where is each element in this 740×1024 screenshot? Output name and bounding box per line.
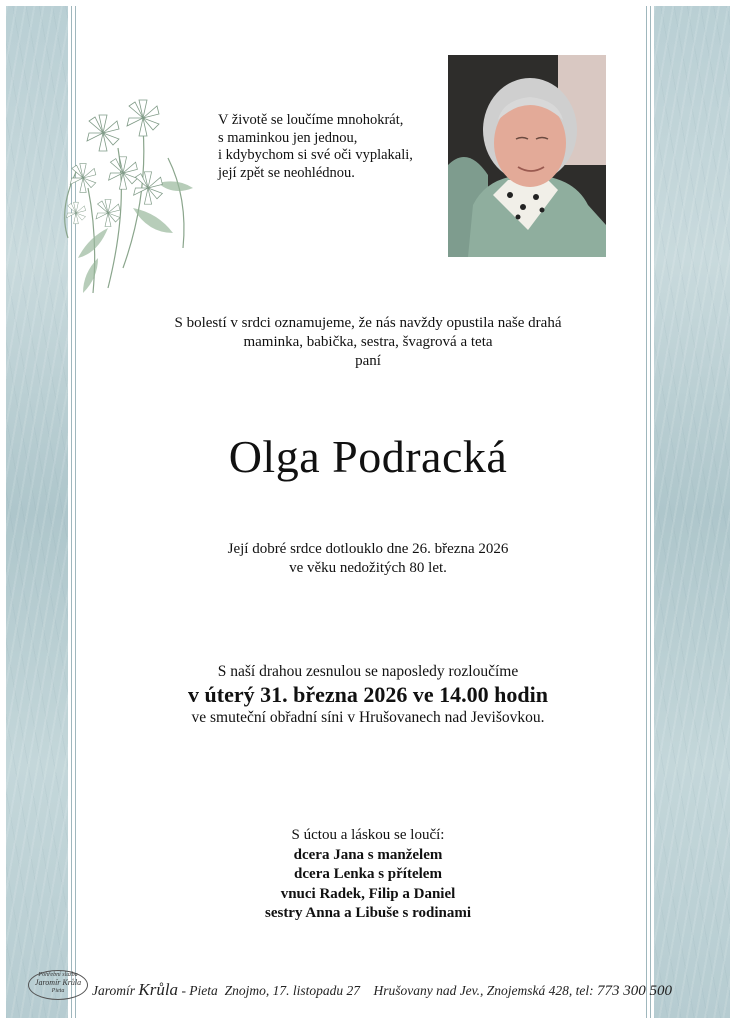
mourners-heading: S úctou a láskou se loučí:	[291, 827, 445, 843]
death-line: ve věku nedožitých 80 let.	[289, 560, 447, 576]
footer-address-znojmo: Znojmo, 17. listopadu 27	[224, 983, 360, 998]
footer-tel-label: tel:	[575, 983, 594, 998]
poem-line: její zpět se neohlédnou.	[218, 164, 355, 181]
poem-line: V životě se loučíme mnohokrát,	[218, 112, 404, 128]
footer-text	[92, 980, 672, 1000]
mourner-line: vnuci Radek, Filip a Daniel	[280, 885, 456, 902]
portrait-photo	[448, 55, 606, 257]
funeral-service-footer	[20, 970, 720, 1006]
footer-address-hrusovany: Hrušovany nad Jev., Znojemská 428,	[373, 983, 573, 998]
ceremony-location: ve smuteční obřadní síni v Hrušovanech nad Jevišovkou.	[191, 709, 545, 726]
footer-brand: Krůla	[138, 980, 179, 999]
mourner-line: dcera Lenka s přítelem	[294, 866, 442, 882]
death-info	[80, 540, 656, 578]
stamp-name: Jaromír Krůla	[34, 978, 82, 987]
mourners-list	[80, 826, 656, 924]
ceremony-date-time: v úterý 31. března 2026 ve 14.00 hodin	[188, 682, 548, 707]
deceased-name: Olga Podracká	[228, 431, 508, 482]
intro-line: maminka, babička, sestra, švagrová a teta	[243, 334, 493, 350]
stamp-top: Pohřební služba	[38, 972, 78, 978]
stamp-sub: Pieta	[51, 988, 65, 994]
poem-line: i kdybychom si své oči vyplakali,	[218, 147, 413, 163]
death-line: Její dobré srdce dotlouklo dne 26. března 2026	[227, 541, 509, 557]
poem-line: s maminkou jen jednou,	[218, 129, 358, 146]
mourner-line: sestry Anna a Libuše s rodinami	[264, 905, 471, 921]
intro-line: paní	[355, 353, 381, 369]
poem	[218, 112, 413, 182]
ceremony-intro: S naší drahou zesnulou se naposledy rozloučíme	[217, 663, 519, 680]
footer-first-name: Jaromír	[92, 983, 135, 998]
mourner-line: dcera Jana s manželem	[293, 846, 443, 863]
footer-company: - Pieta	[181, 983, 218, 998]
intro-line: S bolestí v srdci oznamujeme, že nás navždy opustila naše drahá	[174, 315, 562, 331]
lily-flowers-illustration	[48, 88, 198, 298]
funeral-service-stamp	[28, 970, 88, 1000]
footer-tel: 773 300 500	[597, 983, 673, 999]
announcement-intro	[80, 314, 656, 371]
